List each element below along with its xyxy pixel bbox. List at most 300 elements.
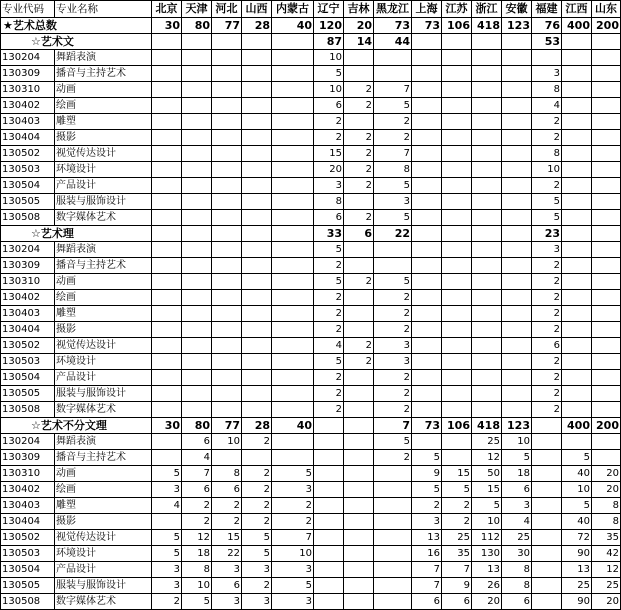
- quota-cell: [592, 290, 621, 306]
- quota-cell: 73: [412, 18, 442, 34]
- quota-cell: 400: [562, 418, 592, 434]
- major-code: 130404: [1, 514, 55, 530]
- header-province: 上海: [412, 1, 442, 18]
- quota-cell: 5: [374, 210, 412, 226]
- quota-cell: [182, 322, 212, 338]
- quota-cell: [212, 114, 242, 130]
- major-code: 130309: [1, 450, 55, 466]
- quota-cell: 2: [532, 274, 562, 290]
- quota-cell: 2: [314, 370, 344, 386]
- quota-cell: [592, 274, 621, 290]
- table-row: [1, 274, 621, 290]
- quota-cell: [242, 194, 272, 210]
- quota-cell: [472, 258, 502, 274]
- major-name: 数字媒体艺术: [55, 210, 152, 226]
- quota-cell: [412, 194, 442, 210]
- quota-cell: [592, 322, 621, 338]
- quota-cell: 90: [562, 546, 592, 562]
- quota-cell: [562, 338, 592, 354]
- quota-cell: 8: [314, 194, 344, 210]
- quota-cell: 3: [272, 594, 314, 610]
- quota-cell: [272, 210, 314, 226]
- table-row: [1, 322, 621, 338]
- major-code: 130505: [1, 194, 55, 210]
- quota-cell: 6: [532, 338, 562, 354]
- major-name: 动画: [55, 466, 152, 482]
- quota-cell: [592, 194, 621, 210]
- quota-cell: 5: [412, 450, 442, 466]
- quota-cell: 2: [344, 130, 374, 146]
- quota-cell: [212, 34, 242, 50]
- quota-cell: 2: [374, 450, 412, 466]
- quota-cell: [242, 226, 272, 242]
- quota-cell: [562, 354, 592, 370]
- quota-cell: [502, 194, 532, 210]
- quota-cell: 5: [442, 482, 472, 498]
- quota-cell: 2: [272, 498, 314, 514]
- quota-cell: [472, 386, 502, 402]
- major-name: 视觉传达设计: [55, 146, 152, 162]
- quota-cell: [442, 210, 472, 226]
- quota-cell: [532, 450, 562, 466]
- quota-cell: [412, 146, 442, 162]
- quota-cell: 3: [152, 578, 182, 594]
- quota-cell: 25: [592, 578, 621, 594]
- quota-cell: 73: [412, 418, 442, 434]
- quota-cell: [272, 98, 314, 114]
- quota-cell: [344, 114, 374, 130]
- quota-cell: 7: [442, 562, 472, 578]
- quota-cell: [212, 130, 242, 146]
- quota-cell: 20: [592, 594, 621, 610]
- major-name: 摄影: [55, 130, 152, 146]
- header-name: 专业名称: [55, 1, 152, 18]
- major-code: 130204: [1, 434, 55, 450]
- quota-cell: 3: [152, 482, 182, 498]
- major-code: 130505: [1, 578, 55, 594]
- quota-cell: [182, 226, 212, 242]
- quota-cell: [502, 258, 532, 274]
- quota-cell: [592, 434, 621, 450]
- quota-cell: [562, 50, 592, 66]
- header-province: 江苏: [442, 1, 472, 18]
- quota-cell: [344, 546, 374, 562]
- quota-cell: 2: [242, 482, 272, 498]
- quota-cell: [592, 226, 621, 242]
- quota-cell: [374, 514, 412, 530]
- quota-cell: [272, 34, 314, 50]
- quota-cell: 5: [562, 498, 592, 514]
- quota-cell: [152, 82, 182, 98]
- quota-cell: [562, 274, 592, 290]
- quota-cell: 35: [592, 530, 621, 546]
- quota-cell: [532, 498, 562, 514]
- quota-cell: 44: [374, 34, 412, 50]
- quota-cell: [242, 34, 272, 50]
- quota-cell: [562, 178, 592, 194]
- quota-cell: 418: [472, 18, 502, 34]
- quota-cell: 25: [502, 530, 532, 546]
- quota-cell: 4: [532, 98, 562, 114]
- quota-cell: 25: [562, 578, 592, 594]
- quota-cell: 2: [532, 114, 562, 130]
- major-name: 舞蹈表演: [55, 434, 152, 450]
- quota-cell: [562, 370, 592, 386]
- quota-cell: [472, 146, 502, 162]
- major-name: 数字媒体艺术: [55, 594, 152, 610]
- quota-cell: [472, 34, 502, 50]
- major-name: 环境设计: [55, 354, 152, 370]
- major-code: 130404: [1, 130, 55, 146]
- quota-cell: [152, 386, 182, 402]
- quota-cell: [562, 290, 592, 306]
- major-name: 服装与服饰设计: [55, 578, 152, 594]
- quota-cell: [472, 162, 502, 178]
- quota-cell: [472, 226, 502, 242]
- quota-cell: [472, 114, 502, 130]
- quota-cell: [442, 242, 472, 258]
- quota-cell: [242, 50, 272, 66]
- table-row: [1, 402, 621, 418]
- header-province: 福建: [532, 1, 562, 18]
- header-province: 黑龙江: [374, 1, 412, 18]
- quota-cell: [242, 98, 272, 114]
- quota-cell: [532, 562, 562, 578]
- quota-cell: 3: [412, 514, 442, 530]
- quota-cell: [182, 66, 212, 82]
- quota-cell: [344, 50, 374, 66]
- table-row: [1, 98, 621, 114]
- quota-cell: [152, 114, 182, 130]
- major-name: 舞蹈表演: [55, 242, 152, 258]
- quota-cell: [344, 498, 374, 514]
- quota-cell: [472, 338, 502, 354]
- quota-cell: [562, 306, 592, 322]
- quota-cell: 2: [374, 306, 412, 322]
- quota-cell: 2: [374, 322, 412, 338]
- quota-cell: [182, 114, 212, 130]
- quota-cell: [502, 146, 532, 162]
- quota-cell: [314, 578, 344, 594]
- quota-cell: 5: [152, 530, 182, 546]
- quota-cell: [562, 322, 592, 338]
- quota-cell: 2: [344, 82, 374, 98]
- quota-cell: [272, 82, 314, 98]
- quota-cell: [242, 274, 272, 290]
- quota-cell: 2: [314, 130, 344, 146]
- quota-cell: 2: [374, 130, 412, 146]
- quota-cell: [344, 242, 374, 258]
- quota-cell: 20: [314, 162, 344, 178]
- quota-cell: [592, 370, 621, 386]
- quota-cell: [502, 82, 532, 98]
- quota-cell: 10: [212, 434, 242, 450]
- major-code: 130504: [1, 178, 55, 194]
- quota-cell: [502, 226, 532, 242]
- quota-cell: 123: [502, 18, 532, 34]
- table-row: [1, 450, 621, 466]
- quota-cell: 4: [314, 338, 344, 354]
- quota-cell: [212, 162, 242, 178]
- quota-cell: 2: [182, 514, 212, 530]
- quota-cell: 10: [562, 482, 592, 498]
- quota-cell: [502, 162, 532, 178]
- quota-cell: [592, 82, 621, 98]
- quota-cell: [152, 370, 182, 386]
- quota-cell: 2: [314, 386, 344, 402]
- table-row: [1, 386, 621, 402]
- quota-cell: [562, 66, 592, 82]
- header-province: 浙江: [472, 1, 502, 18]
- quota-cell: 5: [272, 578, 314, 594]
- quota-cell: 3: [532, 66, 562, 82]
- quota-cell: [152, 242, 182, 258]
- quota-cell: [344, 386, 374, 402]
- quota-cell: [242, 402, 272, 418]
- quota-cell: [472, 194, 502, 210]
- quota-cell: 4: [152, 498, 182, 514]
- quota-cell: [212, 226, 242, 242]
- major-code: 130310: [1, 82, 55, 98]
- quota-cell: 2: [532, 322, 562, 338]
- quota-cell: [562, 114, 592, 130]
- quota-cell: 7: [412, 578, 442, 594]
- quota-cell: 5: [314, 66, 344, 82]
- quota-cell: [344, 66, 374, 82]
- major-name: 播音与主持艺术: [55, 66, 152, 82]
- quota-cell: 2: [442, 498, 472, 514]
- quota-cell: 13: [472, 562, 502, 578]
- quota-cell: [242, 338, 272, 354]
- quota-cell: [152, 194, 182, 210]
- quota-cell: [374, 66, 412, 82]
- quota-cell: 7: [374, 418, 412, 434]
- major-code: 130503: [1, 354, 55, 370]
- quota-cell: 2: [532, 130, 562, 146]
- quota-cell: [344, 322, 374, 338]
- quota-cell: [152, 354, 182, 370]
- quota-cell: [592, 242, 621, 258]
- quota-cell: [374, 50, 412, 66]
- quota-cell: [242, 386, 272, 402]
- quota-cell: [502, 98, 532, 114]
- quota-cell: [412, 434, 442, 450]
- header-province: 辽宁: [314, 1, 344, 18]
- quota-cell: 18: [182, 546, 212, 562]
- quota-cell: [272, 258, 314, 274]
- table-row: [1, 178, 621, 194]
- major-name: 产品设计: [55, 370, 152, 386]
- quota-cell: [212, 306, 242, 322]
- quota-cell: 2: [532, 178, 562, 194]
- quota-cell: [472, 130, 502, 146]
- section-row: [1, 34, 621, 50]
- major-name: 摄影: [55, 322, 152, 338]
- quota-cell: 418: [472, 418, 502, 434]
- major-code: 130504: [1, 370, 55, 386]
- quota-cell: [592, 402, 621, 418]
- quota-cell: [212, 322, 242, 338]
- quota-cell: [472, 274, 502, 290]
- quota-cell: [412, 386, 442, 402]
- quota-cell: 30: [152, 18, 182, 34]
- quota-cell: 2: [314, 306, 344, 322]
- quota-cell: [532, 514, 562, 530]
- quota-cell: 3: [314, 178, 344, 194]
- quota-cell: [152, 274, 182, 290]
- quota-cell: 12: [592, 562, 621, 578]
- quota-cell: [344, 514, 374, 530]
- quota-cell: [442, 226, 472, 242]
- quota-cell: [412, 354, 442, 370]
- quota-cell: 30: [152, 418, 182, 434]
- header-province: 安徽: [502, 1, 532, 18]
- quota-cell: [272, 194, 314, 210]
- quota-cell: [374, 466, 412, 482]
- quota-cell: 5: [182, 594, 212, 610]
- quota-cell: [212, 210, 242, 226]
- major-name: 视觉传达设计: [55, 530, 152, 546]
- quota-cell: [212, 242, 242, 258]
- quota-cell: [182, 258, 212, 274]
- quota-cell: [374, 546, 412, 562]
- table-row: [1, 530, 621, 546]
- quota-cell: [152, 210, 182, 226]
- quota-cell: 6: [344, 226, 374, 242]
- quota-cell: 87: [314, 34, 344, 50]
- quota-cell: [472, 354, 502, 370]
- table-row: [1, 290, 621, 306]
- table-row: [1, 434, 621, 450]
- table-row: [1, 210, 621, 226]
- quota-cell: 2: [344, 274, 374, 290]
- quota-cell: [212, 338, 242, 354]
- quota-cell: [532, 530, 562, 546]
- quota-cell: 2: [532, 402, 562, 418]
- major-code: 130503: [1, 546, 55, 562]
- quota-cell: [442, 162, 472, 178]
- quota-cell: [442, 306, 472, 322]
- quota-cell: 10: [472, 514, 502, 530]
- quota-cell: [212, 274, 242, 290]
- quota-cell: [344, 418, 374, 434]
- quota-cell: [442, 50, 472, 66]
- quota-cell: [412, 50, 442, 66]
- section-title: ☆艺术不分文理: [1, 418, 152, 434]
- quota-cell: 2: [242, 466, 272, 482]
- quota-cell: [502, 210, 532, 226]
- header-province: 山西: [242, 1, 272, 18]
- quota-cell: 20: [472, 594, 502, 610]
- quota-cell: [182, 210, 212, 226]
- quota-cell: [152, 50, 182, 66]
- quota-cell: 200: [592, 18, 621, 34]
- quota-cell: [374, 562, 412, 578]
- quota-cell: [182, 242, 212, 258]
- major-code: 130310: [1, 274, 55, 290]
- quota-cell: 5: [152, 466, 182, 482]
- quota-cell: 40: [272, 18, 314, 34]
- quota-cell: [562, 434, 592, 450]
- quota-cell: [592, 66, 621, 82]
- quota-cell: [472, 66, 502, 82]
- quota-cell: [562, 226, 592, 242]
- table-row: [1, 546, 621, 562]
- quota-cell: [592, 178, 621, 194]
- quota-cell: 3: [374, 338, 412, 354]
- quota-cell: [412, 242, 442, 258]
- quota-cell: 26: [472, 578, 502, 594]
- quota-cell: [344, 482, 374, 498]
- quota-cell: 10: [314, 82, 344, 98]
- quota-cell: 8: [374, 162, 412, 178]
- quota-cell: 2: [314, 258, 344, 274]
- quota-cell: [242, 322, 272, 338]
- quota-cell: [272, 178, 314, 194]
- major-code: 130402: [1, 98, 55, 114]
- quota-cell: [272, 354, 314, 370]
- quota-cell: 25: [472, 434, 502, 450]
- quota-cell: [502, 130, 532, 146]
- quota-cell: 2: [532, 370, 562, 386]
- table-row: [1, 562, 621, 578]
- quota-cell: [562, 98, 592, 114]
- quota-cell: 90: [562, 594, 592, 610]
- quota-cell: [442, 194, 472, 210]
- quota-cell: [272, 146, 314, 162]
- header-province: 河北: [212, 1, 242, 18]
- quota-cell: [212, 82, 242, 98]
- quota-cell: 130: [472, 546, 502, 562]
- quota-cell: 3: [272, 482, 314, 498]
- quota-cell: [374, 242, 412, 258]
- header-province: 吉林: [344, 1, 374, 18]
- quota-cell: [272, 386, 314, 402]
- major-name: 雕塑: [55, 114, 152, 130]
- quota-cell: [182, 338, 212, 354]
- quota-cell: 20: [592, 482, 621, 498]
- quota-cell: [344, 258, 374, 274]
- quota-cell: 6: [502, 594, 532, 610]
- quota-cell: 30: [502, 546, 532, 562]
- quota-cell: [562, 130, 592, 146]
- quota-cell: [242, 162, 272, 178]
- quota-cell: [314, 514, 344, 530]
- major-code: 130402: [1, 290, 55, 306]
- quota-cell: [592, 98, 621, 114]
- major-name: 视觉传达设计: [55, 338, 152, 354]
- quota-cell: [502, 50, 532, 66]
- quota-cell: [242, 146, 272, 162]
- quota-cell: 10: [502, 434, 532, 450]
- quota-cell: [562, 210, 592, 226]
- quota-cell: 2: [344, 162, 374, 178]
- quota-cell: [442, 178, 472, 194]
- quota-cell: [272, 450, 314, 466]
- quota-cell: 7: [374, 82, 412, 98]
- quota-cell: [344, 290, 374, 306]
- quota-cell: [314, 450, 344, 466]
- quota-cell: [272, 370, 314, 386]
- major-name: 雕塑: [55, 498, 152, 514]
- quota-cell: [182, 354, 212, 370]
- quota-cell: 10: [532, 162, 562, 178]
- header-row: [1, 1, 621, 18]
- table-row: [1, 82, 621, 98]
- quota-cell: [412, 306, 442, 322]
- major-name: 摄影: [55, 514, 152, 530]
- quota-cell: [412, 162, 442, 178]
